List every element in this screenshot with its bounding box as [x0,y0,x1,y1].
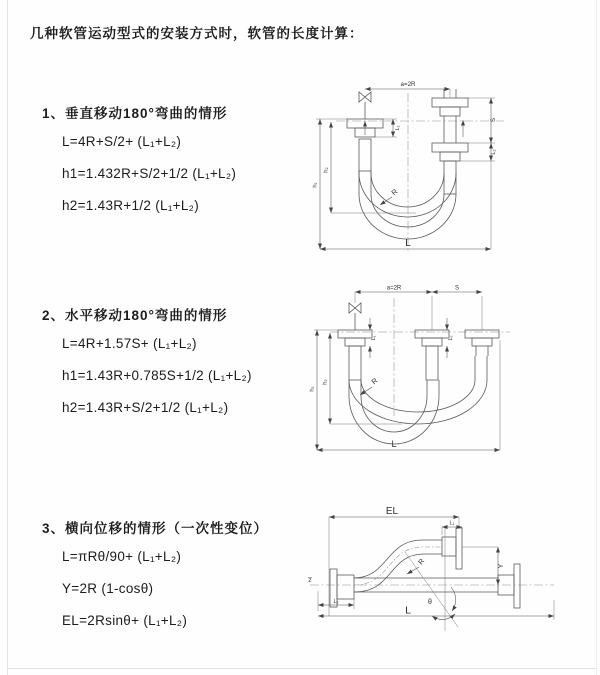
page-edge [7,0,8,675]
dim-label-r: R [417,557,427,567]
pipe-wall [476,346,488,356]
formula: L=4R+S/2+ (L₁+L₂) [62,134,182,149]
flange [465,330,499,338]
dim-label-theta: θ [428,599,432,606]
hose-curve [354,554,442,592]
axis-mark-z: z̅ [308,577,312,584]
diagram-lateral-displacement [302,503,599,653]
flange-upper [432,98,468,107]
hose-curve [354,540,442,578]
angle-arc [432,614,455,620]
formula: L=πRθ/90+ (L₁+L₂) [62,549,182,564]
pipe-wall [444,116,456,143]
dim-label-y: Y [498,563,505,569]
section-2-heading: 2、水平移动180°弯曲的情形 [42,308,228,323]
flange-nut [345,338,365,346]
diagram-vertical-180-bend [308,73,593,263]
braided-hose-section [349,346,361,380]
page-title: 几种软管运动型式的安装方式时，软管的长度计算： [30,26,364,41]
hose-curve [349,356,487,424]
hose-curve [371,171,444,207]
angle-arc [451,587,456,611]
flange-nut [440,152,460,161]
dim-label-a2r: a=2R [386,285,402,292]
flange-connector [337,575,354,599]
dim-label-l1-bottom: L₁ [333,599,339,605]
dim-label-s: S [490,117,497,123]
valve-icon [349,303,361,313]
formula: Y=2R (1-cosθ) [62,581,154,596]
flange [338,330,372,338]
dim-label-l1-top: L₁ [449,520,455,527]
dim-label-l: L [405,604,411,617]
hose-curve [361,356,475,412]
formula: h1=1.432R+S/2+1/2 (L₁+L₂) [62,166,237,181]
dim-label-h2: h₂ [322,379,329,385]
diagram-horizontal-180-bend [310,284,595,459]
dim-label-s: S [454,285,460,292]
dim-label-l2: L₂ [491,149,497,155]
dim-label-r: R [389,186,400,198]
dim-label-l1: L₁ [371,335,377,341]
braided-hose-section [444,161,456,194]
dim-label-h2: h₂ [323,167,330,173]
dim-label-h1: h₁ [312,182,319,188]
hose-curve [371,171,444,227]
dim-label-h1: h₁ [309,386,316,392]
flange [415,330,449,338]
dim-label-l: L [391,439,397,449]
dim-label-a2r: a=2R [400,81,416,88]
radius-leader [380,197,392,205]
flange-plate [456,528,462,569]
radius-leader [407,567,419,574]
flange-nut [440,107,460,116]
dim-label-l: L [405,238,411,249]
formula: h1=1.43R+0.785S+1/2 (L₁+L₂) [62,368,252,383]
formula: h2=1.43R+1/2 (L₁+L₂) [62,198,200,213]
dim-label-el: EL [385,506,399,517]
dim-label-l2: L₂ [448,335,454,341]
hose-curve [359,171,456,239]
flange-nut [422,338,442,346]
valve-icon [359,92,371,102]
flange-connector [442,537,456,556]
formula: EL=2Rsinθ+ (L₁+L₂) [62,613,188,628]
page-edge [7,668,597,669]
flange-nut [472,338,492,346]
flange-lower [432,143,468,152]
formula: L=4R+1.57S+ (L₁+L₂) [62,336,197,351]
dim-label-l1: L₁ [395,125,401,131]
braided-hose-section [359,139,371,171]
ext-line [460,98,495,161]
section-3-heading: 3、横向位移的情形（一次性变位） [42,521,269,536]
formula: h2=1.43R+S/2+1/2 (L₁+L₂) [62,400,229,415]
section-1-heading: 1、垂直移动180°弯曲的情形 [42,106,228,121]
flange-plate [514,564,520,608]
braided-hose-section [426,346,438,380]
dim-label-r: R [369,375,380,387]
hose-curve [359,171,456,217]
hose-centerline [354,547,442,585]
